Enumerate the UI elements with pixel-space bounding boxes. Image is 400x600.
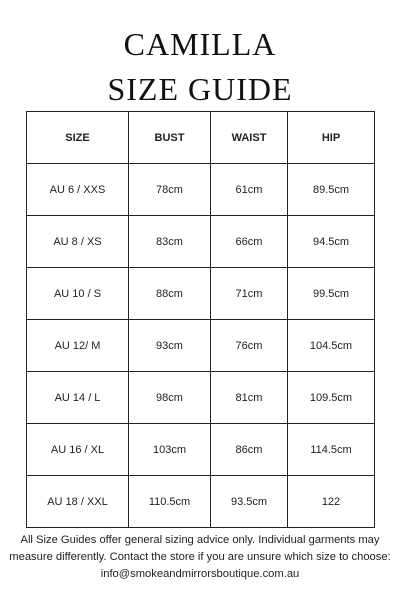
cell-size: AU 18 / XXL xyxy=(27,476,129,528)
cell-bust: 98cm xyxy=(129,372,211,424)
cell-bust: 103cm xyxy=(129,424,211,476)
table-row xyxy=(27,372,375,424)
cell-hip: 109.5cm xyxy=(288,372,375,424)
table-row xyxy=(27,164,375,216)
cell-hip: 122 xyxy=(288,476,375,528)
cell-bust: 88cm xyxy=(129,268,211,320)
header-size: SIZE xyxy=(27,112,129,164)
cell-waist: 81cm xyxy=(211,372,288,424)
page-subtitle: SIZE GUIDE xyxy=(107,71,293,107)
cell-size: AU 16 / XL xyxy=(27,424,129,476)
cell-size: AU 14 / L xyxy=(27,372,129,424)
cell-waist: 66cm xyxy=(211,216,288,268)
table-row xyxy=(27,424,375,476)
cell-size: AU 12/ M xyxy=(27,320,129,372)
cell-hip: 94.5cm xyxy=(288,216,375,268)
table-header-row xyxy=(27,112,375,164)
cell-bust: 78cm xyxy=(129,164,211,216)
cell-bust: 110.5cm xyxy=(129,476,211,528)
header-bust: BUST xyxy=(129,112,211,164)
cell-size: AU 8 / XS xyxy=(27,216,129,268)
page-title: CAMILLA xyxy=(123,26,277,62)
cell-waist: 76cm xyxy=(211,320,288,372)
cell-size: AU 10 / S xyxy=(27,268,129,320)
cell-hip: 89.5cm xyxy=(288,164,375,216)
table-row xyxy=(27,320,375,372)
cell-bust: 83cm xyxy=(129,216,211,268)
cell-hip: 99.5cm xyxy=(288,268,375,320)
table-row xyxy=(27,268,375,320)
cell-waist: 86cm xyxy=(211,424,288,476)
cell-waist: 93.5cm xyxy=(211,476,288,528)
header-hip: HIP xyxy=(288,112,375,164)
sizing-disclaimer: All Size Guides offer general sizing advice only. Individual garments may measure differently. Contact the store if you are unsure which size to choose: info@smokeandmirrorsboutique.com.au xyxy=(9,534,391,580)
table-row xyxy=(27,216,375,268)
cell-hip: 104.5cm xyxy=(288,320,375,372)
cell-waist: 61cm xyxy=(211,164,288,216)
cell-waist: 71cm xyxy=(211,268,288,320)
cell-hip: 114.5cm xyxy=(288,424,375,476)
table-row xyxy=(27,476,375,528)
cell-bust: 93cm xyxy=(129,320,211,372)
cell-size: AU 6 / XXS xyxy=(27,164,129,216)
header-waist: WAIST xyxy=(211,112,288,164)
size-guide-table xyxy=(26,111,375,528)
